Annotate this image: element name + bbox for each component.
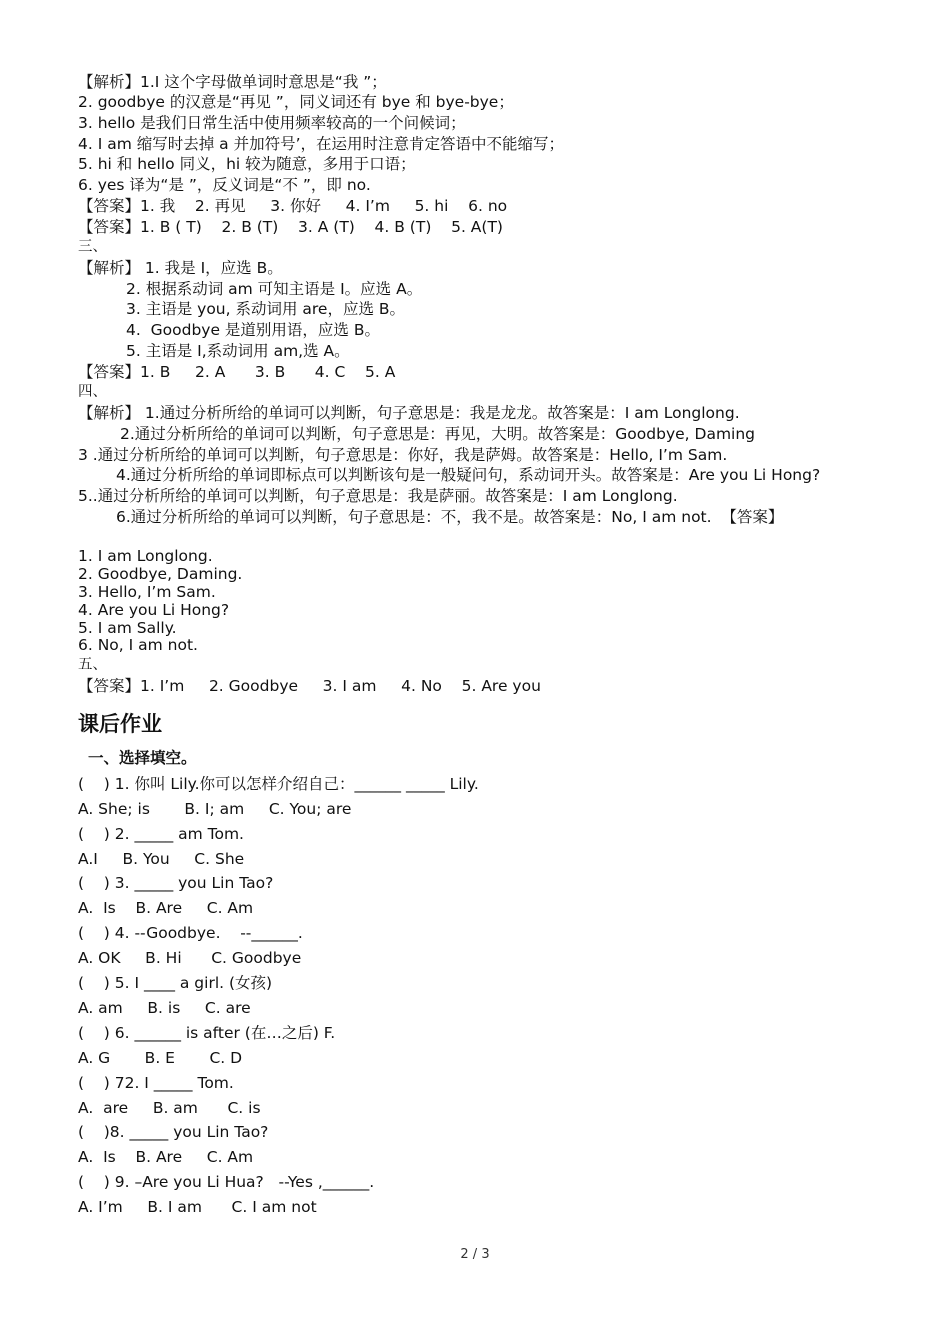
- analysis-four-3: 3 .通过分析所给的单词可以判断，句子意思是：你好，我是萨姆。故答案是：Hello, I’m Sam.: [78, 446, 728, 464]
- answer-four-4: 4. Are you Li Hong?: [78, 601, 230, 619]
- answer-line-1: 【答案】1. 我 2. 再见 3. 你好 4. I’m 5. hi 6. no: [78, 197, 508, 215]
- answer-four-5: 5. I am Sally.: [78, 619, 177, 637]
- page-number: 2 / 3: [460, 1247, 490, 1262]
- analysis-line-6: 6. yes 译为“是 ”，反义词是“不 ”，即 no.: [78, 176, 371, 194]
- question-2: ( ) 2. _____ am Tom.: [78, 825, 244, 843]
- answer-four-3: 3. Hello, I’m Sam.: [78, 583, 216, 601]
- analysis-three-1: 【解析】 1. 我是 I，应选 B。: [78, 259, 283, 277]
- section-four-label: 四、: [78, 384, 107, 400]
- analysis-line-2: 2. goodbye 的汉意是“再见 ”，同义词还有 bye 和 bye-bye；: [78, 93, 514, 111]
- analysis-line-1: 【解析】1.I 这个字母做单词时意思是“我 ”；: [78, 73, 387, 91]
- question-9-options: A. I’m B. I am C. I am not: [78, 1198, 317, 1216]
- question-8-options: A. Is B. Are C. Am: [78, 1148, 254, 1166]
- analysis-four-4: 4.通过分析所给的单词即标点可以判断该句是一般疑问句，系动词开头。故答案是：Are you Li Hong?: [116, 466, 821, 484]
- section-five-label: 五、: [78, 657, 107, 673]
- question-5-options: A. am B. is C. are: [78, 999, 251, 1017]
- question-9: ( ) 9. –Are you Li Hua? --Yes ,______.: [78, 1173, 375, 1191]
- question-6: ( ) 6. ______ is after (在…之后) F.: [78, 1024, 336, 1042]
- section-title: 一、选择填空。: [88, 749, 197, 767]
- homework-heading: 课后作业: [78, 712, 162, 736]
- analysis-line-3: 3. hello 是我们日常生活中使用频率较高的一个问候词；: [78, 114, 466, 132]
- question-4: ( ) 4. --Goodbye. --______.: [78, 924, 303, 942]
- analysis-three-4: 4. Goodbye 是道别用语，应选 B。: [126, 321, 380, 339]
- question-5: ( ) 5. I ____ a girl. (女孩): [78, 974, 273, 992]
- analysis-four-1: 【解析】 1.通过分析所给的单词可以判断，句子意思是：我是龙龙。故答案是：I am Longlong.: [78, 404, 740, 422]
- answer-four-2: 2. Goodbye, Daming.: [78, 565, 243, 583]
- analysis-three-5: 5. 主语是 I,系动词用 am,选 A。: [126, 342, 350, 360]
- question-1: ( ) 1. 你叫 Lily.你可以怎样介绍自己：______ _____ Lily.: [78, 775, 479, 793]
- question-1-options: A. She; is B. I; am C. You; are: [78, 800, 352, 818]
- question-6-options: A. G B. E C. D: [78, 1049, 243, 1067]
- analysis-four-5: 5..通过分析所给的单词可以判断，句子意思是：我是萨丽。故答案是：I am Longlong.: [78, 487, 678, 505]
- question-3: ( ) 3. _____ you Lin Tao?: [78, 874, 274, 892]
- question-8: ( )8. _____ you Lin Tao?: [78, 1123, 269, 1141]
- answer-line-2: 【答案】1. B ( T) 2. B (T) 3. A (T) 4. B (T) 5. A(T): [78, 218, 503, 236]
- question-2-options: A.I B. You C. She: [78, 850, 245, 868]
- question-4-options: A. OK B. Hi C. Goodbye: [78, 949, 302, 967]
- analysis-four-2: 2.通过分析所给的单词可以判断，句子意思是：再见，大明。故答案是：Goodbye, Daming: [120, 425, 756, 443]
- question-7-options: A. are B. am C. is: [78, 1099, 261, 1117]
- answer-three: 【答案】1. B 2. A 3. B 4. C 5. A: [78, 363, 396, 381]
- question-7: ( ) 72. I _____ Tom.: [78, 1074, 234, 1092]
- question-3-options: A. Is B. Are C. Am: [78, 899, 254, 917]
- analysis-three-2: 2. 根据系动词 am 可知主语是 I。应选 A。: [126, 280, 423, 298]
- answer-four-6: 6. No, I am not.: [78, 636, 198, 654]
- answer-five: 【答案】1. I’m 2. Goodbye 3. I am 4. No 5. Are you: [78, 677, 541, 695]
- analysis-three-3: 3. 主语是 you, 系动词用 are，应选 B。: [126, 300, 406, 318]
- analysis-line-5: 5. hi 和 hello 同义，hi 较为随意，多用于口语；: [78, 155, 416, 173]
- analysis-four-6: 6.通过分析所给的单词可以判断，句子意思是：不，我不是。故答案是：No, I am not. 【答案】: [116, 508, 784, 526]
- answer-four-1: 1. I am Longlong.: [78, 547, 213, 565]
- analysis-line-4: 4. I am 缩写时去掉 a 并加符号’，在运用时注意肯定答语中不能缩写；: [78, 135, 565, 153]
- section-three-label: 三、: [78, 239, 107, 255]
